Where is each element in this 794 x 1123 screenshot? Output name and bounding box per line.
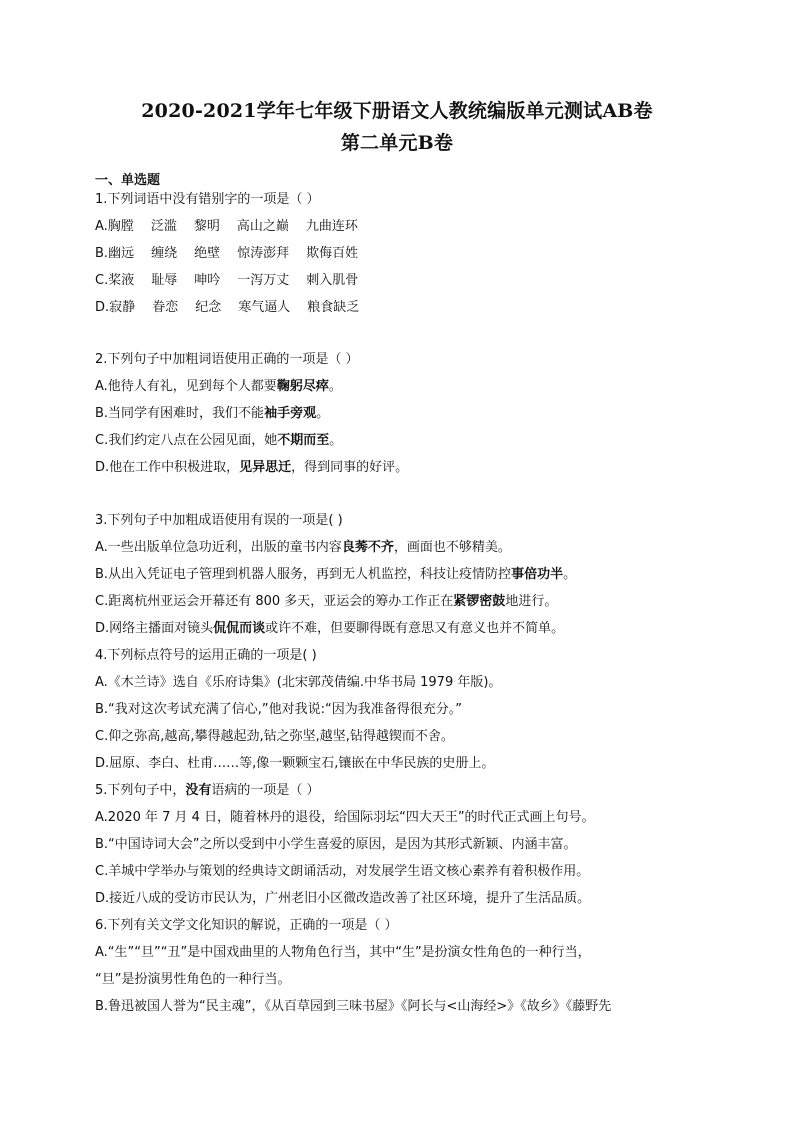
word: 耻辱 — [151, 273, 178, 288]
section-heading: 一、单选题 — [95, 173, 161, 188]
q5-option-a: A.2020 年 7 月 4 日，随着林丹的退役，给国际羽坛“四大天王”的时代正式画上句号。 — [95, 810, 595, 825]
document-title: 2020-2021学年七年级下册语文人教统编版单元测试AB卷 — [141, 100, 653, 122]
word: 缠绕 — [151, 246, 178, 261]
q1-stem: 1.下列词语中没有错别字的一项是（ ） — [95, 192, 320, 207]
q1-option-d — [95, 299, 376, 317]
word: 桨液 — [108, 273, 135, 288]
q3-option-b: B.从出入凭证电子管理到机器人服务，再到无人机监控，科技让疫情防控事倍功半。 — [95, 567, 577, 582]
option-label: B. — [95, 246, 109, 261]
q2-option-a: A.他待人有礼，见到每个人都要鞠躬尽瘁。 — [95, 379, 342, 394]
q4-option-c: C.仰之弥高,越高,攀得越起劲,钻之弥坚,越坚,钻得越锲而不舍。 — [95, 729, 454, 744]
q4-option-a: A.《木兰诗》选自《乐府诗集》(北宋郭茂倩编.中华书局 1979 年版)。 — [95, 675, 502, 690]
option-label: D. — [95, 300, 110, 315]
bold-phrase: 侃侃而谈 — [213, 621, 266, 636]
q6-option-a-line1: A.“生”“旦”“丑”是中国戏曲里的人物角色行当，其中“生”是扮演女性角色的一种行当， — [95, 945, 591, 960]
word: 刺入肌骨 — [306, 273, 359, 288]
q1-option-b — [95, 245, 375, 263]
word: 欺侮百姓 — [306, 246, 359, 261]
q3-option-c: C.距离杭州亚运会开幕还有 800 多天，亚运会的筹办工作正在紧锣密鼓地进行。 — [95, 594, 558, 609]
q5-option-d: D.接近八成的受访市民认为，广州老旧小区微改造改善了社区环境，提升了生活品质。 — [95, 891, 591, 906]
word: 高山之巅 — [236, 219, 289, 234]
q4-option-d: D.屈原、李白、杜甫……等,像一颗颗宝石,镶嵌在中华民族的史册上。 — [95, 756, 495, 771]
q3-option-d: D.网络主播面对镜头侃侃而谈或许不难，但要聊得既有意思又有意义也并不简单。 — [95, 621, 565, 636]
bold-phrase: 见异思迁 — [239, 460, 292, 475]
word: 惊涛澎拜 — [237, 246, 290, 261]
bold-phrase: 不期而至 — [277, 433, 330, 448]
q2-option-d: D.他在工作中积极进取，见异思迁，得到同事的好评。 — [95, 460, 409, 475]
q6-option-a-line2: “旦”是扮演男性角色的一种行当。 — [95, 972, 291, 987]
bold-phrase: 紧锣密鼓 — [453, 594, 506, 609]
word: 一泻万丈 — [237, 273, 290, 288]
bold-phrase: 事倍功半 — [511, 567, 564, 582]
bold-phrase: 袖手旁观 — [264, 406, 317, 421]
word: 眷恋 — [152, 300, 179, 315]
word: 粮食缺乏 — [307, 300, 360, 315]
q3-option-a: A.一些出版单位急功近利，出版的童书内容良莠不齐，画面也不够精美。 — [95, 540, 511, 555]
word: 绝壁 — [194, 246, 221, 261]
word: 寂静 — [109, 300, 136, 315]
bold-phrase: 良莠不齐 — [341, 540, 394, 555]
word: 寒气逼人 — [238, 300, 291, 315]
word: 黎明 — [193, 219, 220, 234]
q1-option-a — [95, 218, 375, 236]
q4-stem: 4.下列标点符号的运用正确的一项是( ) — [95, 648, 317, 663]
word: 纪念 — [195, 300, 222, 315]
q4-option-b: B.“我对这次考试充满了信心,”他对我说:“因为我准备得很充分。” — [95, 702, 463, 717]
q6-stem: 6.下列有关文学文化知识的解说，正确的一项是（ ） — [95, 918, 398, 933]
word: 胸膛 — [107, 219, 134, 234]
word: 泛滥 — [150, 219, 177, 234]
q2-option-c: C.我们约定八点在公园见面，她不期而至。 — [95, 433, 343, 448]
q2-option-b: B.当同学有困难时，我们不能袖手旁观。 — [95, 406, 330, 421]
option-label: C. — [95, 273, 109, 288]
q6-option-b-line1: B.鲁迅被国人誉为“民主魂”，《从百草园到三味书屋》《阿长与<山海经>》《故乡》《藤野先 — [95, 999, 612, 1014]
document-subtitle: 第二单元B卷 — [340, 132, 454, 154]
q1-option-c — [95, 272, 375, 290]
word: 呻吟 — [194, 273, 221, 288]
q2-stem: 2.下列句子中加粗词语使用正确的一项是（ ） — [95, 352, 359, 367]
word: 幽远 — [108, 246, 135, 261]
bold-phrase: 没有 — [185, 783, 212, 798]
bold-phrase: 鞠躬尽瘁 — [276, 379, 329, 394]
q3-stem: 3.下列句子中加粗成语使用有误的一项是( ) — [95, 513, 343, 528]
option-label: A. — [95, 219, 108, 234]
word: 九曲连环 — [305, 219, 358, 234]
q5-option-c: C.羊城中学举办与策划的经典诗文朗诵活动，对发展学生语文核心素养有着积极作用。 — [95, 864, 590, 879]
q5-stem: 5.下列句子中，没有语病的一项是（ ） — [95, 783, 320, 798]
q5-option-b: B.“中国诗词大会”之所以受到中小学生喜爱的原因，是因为其形式新颖、内涵丰富。 — [95, 837, 577, 852]
